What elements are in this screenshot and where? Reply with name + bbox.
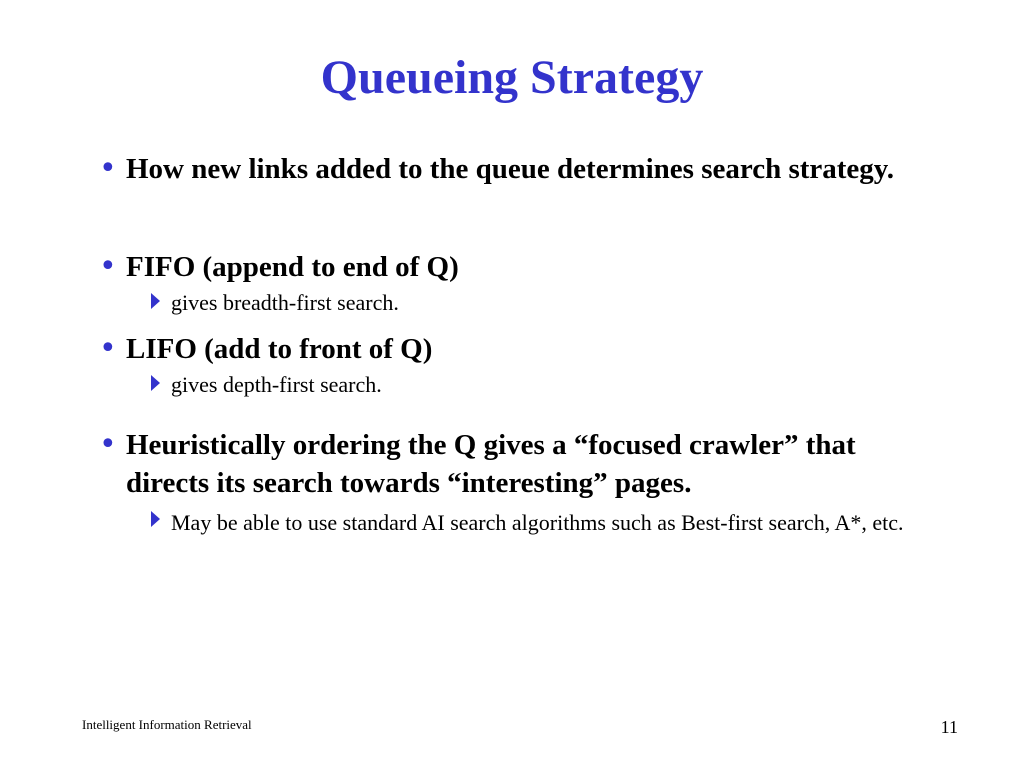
sub-bullet-arrow-icon [148,373,162,393]
bullet-dot-icon: • [99,331,117,366]
sub-bullet-text: gives breadth-first search. [171,290,399,315]
bullet-dot-icon: • [99,249,117,284]
bullet-text: How new links added to the queue determines search strategy. [126,153,894,185]
sub-bullet-arrow-icon [148,509,162,529]
page-number: 11 [940,717,958,737]
sub-bullet-text: gives depth-first search. [171,372,382,397]
bullet-text: Heuristically ordering the Q gives a “focused crawler” that directs its search towards “interesting” pages. [126,429,856,499]
bullet-dot-icon: • [99,151,117,186]
slide-title: Queueing Strategy [320,51,704,104]
bullet-text: FIFO (append to end of Q) [126,251,459,283]
bullet-text: LIFO (add to front of Q) [126,333,433,365]
sub-bullet-text: May be able to use standard AI search algorithms such as Best-first search, A*, etc. [171,510,904,535]
sub-bullet-arrow-icon [148,291,162,311]
bullet-dot-icon: • [99,427,117,462]
footer-course-title: Intelligent Information Retrieval [82,717,252,732]
